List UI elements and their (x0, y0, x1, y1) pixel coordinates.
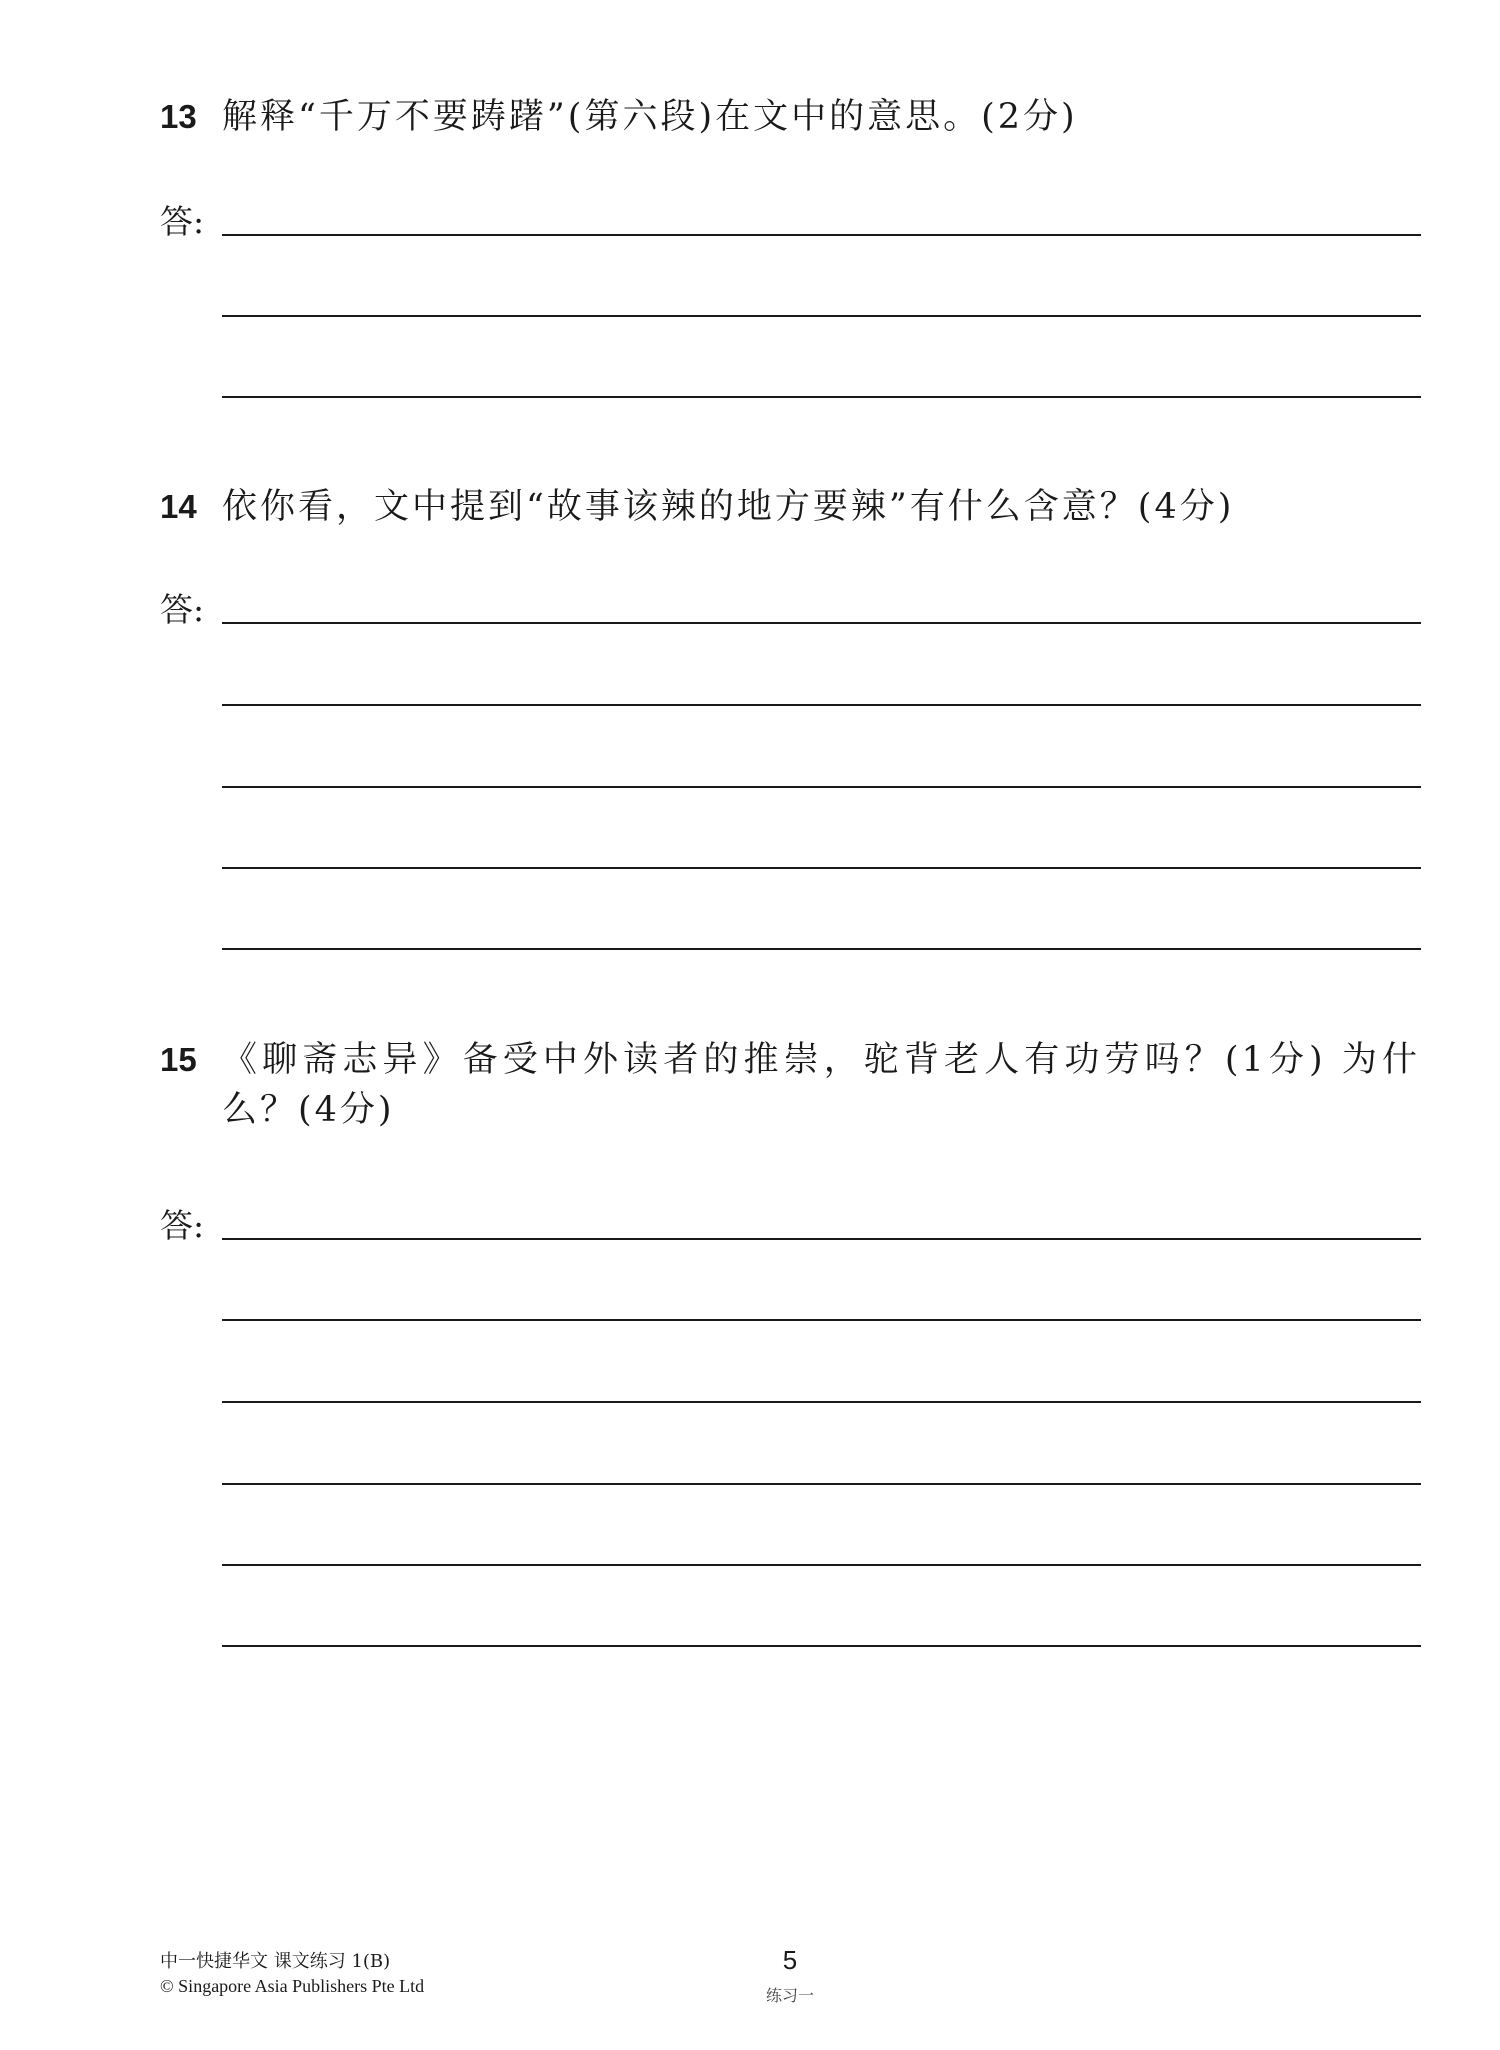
question-number: 15 (160, 1041, 197, 1078)
answer-line[interactable] (222, 1319, 1421, 1321)
answer-label: 答: (160, 1206, 205, 1245)
answer-label: 答: (160, 202, 205, 241)
answer-line[interactable] (222, 1645, 1421, 1647)
answer-line[interactable] (222, 1483, 1421, 1485)
answer-line[interactable] (222, 1564, 1421, 1566)
answer-line[interactable] (222, 315, 1421, 317)
book-title: 中一快捷华文 课文练习 1(B) (160, 1951, 391, 1972)
question-14 (160, 482, 1420, 532)
answer-line[interactable] (222, 786, 1421, 788)
question-text: 《聊斋志异》备受中外读者的推崇，驼背老人有功劳吗？(1分) 为什么？(4分) (222, 1040, 1420, 1130)
question-number: 13 (160, 98, 197, 135)
page-number: 5 (782, 1945, 798, 1975)
answer-line[interactable] (222, 948, 1421, 950)
question-text: 依你看，文中提到“故事该辣的地方要辣”有什么含意？(4分) (222, 487, 1235, 527)
section-label: 练习一 (765, 1986, 814, 2005)
answer-line[interactable] (222, 1238, 1421, 1240)
answer-line[interactable] (222, 1401, 1421, 1403)
answer-line[interactable] (222, 622, 1421, 624)
answer-line[interactable] (222, 704, 1421, 706)
question-number: 14 (160, 488, 197, 525)
answer-line[interactable] (222, 396, 1421, 398)
question-15 (160, 1035, 1420, 1135)
copyright-notice: © Singapore Asia Publishers Pte Ltd (160, 1976, 425, 1996)
answer-line[interactable] (222, 867, 1421, 869)
answer-label: 答: (160, 590, 205, 629)
answer-line[interactable] (222, 234, 1421, 236)
question-text: 解释“千万不要踌躇”(第六段)在文中的意思。(2分) (222, 97, 1078, 137)
question-13 (160, 92, 1420, 142)
